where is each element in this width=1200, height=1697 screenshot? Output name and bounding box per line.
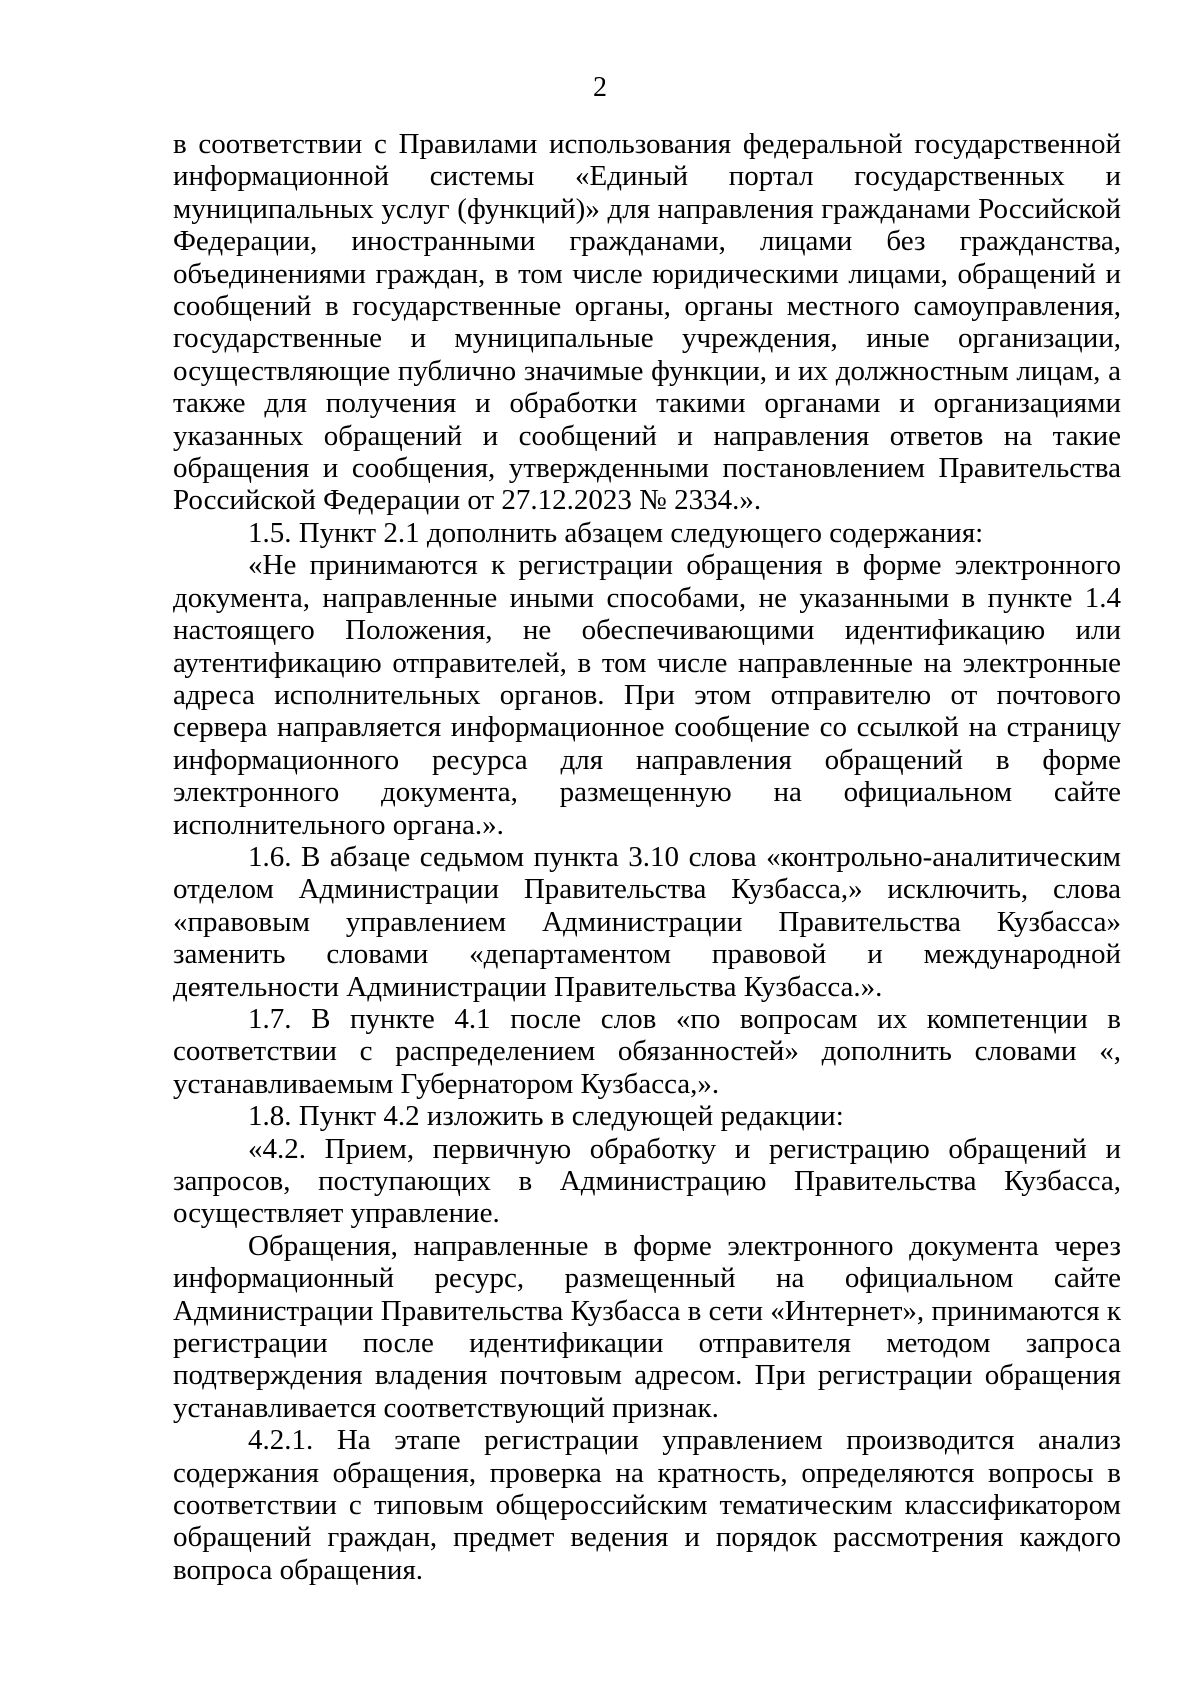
paragraph-continuation: в соответствии с Правилами использования федеральной государственной информационной системы «Единый портал государственных и муниципальных услуг (функций)» для направления гражданами Российской Федерации, иностранными гражданами, лицами без гражданства, объединениями граждан, в том числе юридическими лицами, обращений и сообщений в государственные органы, органы местного самоуправления, государственные и муниципальные учреждения, иные организации, осуществляющие публично значимые функции, и их должностным лицам, а также для получения и обработки такими органами и организациями указанных обращений и сообщений и направления ответов на такие обращения и сообщения, утвержденными постановлением Правительства Российской Федерации от 27.12.2023 № 2334.». — [173, 128, 1121, 517]
paragraph-item-4-2-1: 4.2.1. На этапе регистрации управлением производится анализ содержания обращения, проверка на кратность, определяются вопросы в соответствии с типовым общероссийским тематическим классификатором обращений граждан, предмет ведения и порядок рассмотрения каждого вопроса обращения. — [173, 1424, 1121, 1586]
paragraph-item-1-5: 1.5. Пункт 2.1 дополнить абзацем следующего содержания: — [248, 516, 984, 549]
paragraph-electronic-appeals: Обращения, направленные в форме электронного документа через информационный ресурс, размещенный на официальном сайте Администрации Правительства Кузбасса в сети «Интернет», принимаются к регистрации после идентификации отправителя методом запроса подтверждения владения почтовым адресом. При регистрации обращения устанавливается соответствующий признак. — [173, 1229, 1121, 1424]
paragraph-item-1-6: 1.6. В абзаце седьмом пункта 3.10 слова «контрольно-аналитическим отделом Администрации Правительства Кузбасса,» исключить, слова «правовым управлением Администрации Правительства Кузбасса» заменить словами «департаментом правовой и международной деятельности Администрации Правительства Кузбасса.». — [173, 840, 1121, 1003]
document-body — [173, 128, 1121, 1586]
paragraph-quote-registration: «Не принимаются к регистрации обращения в форме электронного документа, направленные иными способами, не указанными в пункте 1.4 настоящего Положения, не обеспечивающими идентификацию или аутентификацию отправителей, в том числе направленные на электронные адреса исполнительных органов. При этом отправителю от почтового сервера направляется информационное сообщение со ссылкой на страницу информационного ресурса для направления обращений в форме электронного документа, размещенную на официальном сайте исполнительного органа.». — [173, 549, 1121, 841]
paragraph-item-4-2: «4.2. Прием, первичную обработку и регистрацию обращений и запросов, поступающих в Администрацию Правительства Кузбасса, осуществляет управление. — [173, 1132, 1121, 1230]
page-number: 2 — [593, 72, 607, 103]
paragraph-item-1-7: 1.7. В пункте 4.1 после слов «по вопросам их компетенции в соответствии с распределением обязанностей» дополнить словами «, устанавливаемым Губернатором Кузбасса,». — [173, 1002, 1121, 1100]
paragraph-item-1-8: 1.8. Пункт 4.2 изложить в следующей редакции: — [248, 1100, 844, 1133]
